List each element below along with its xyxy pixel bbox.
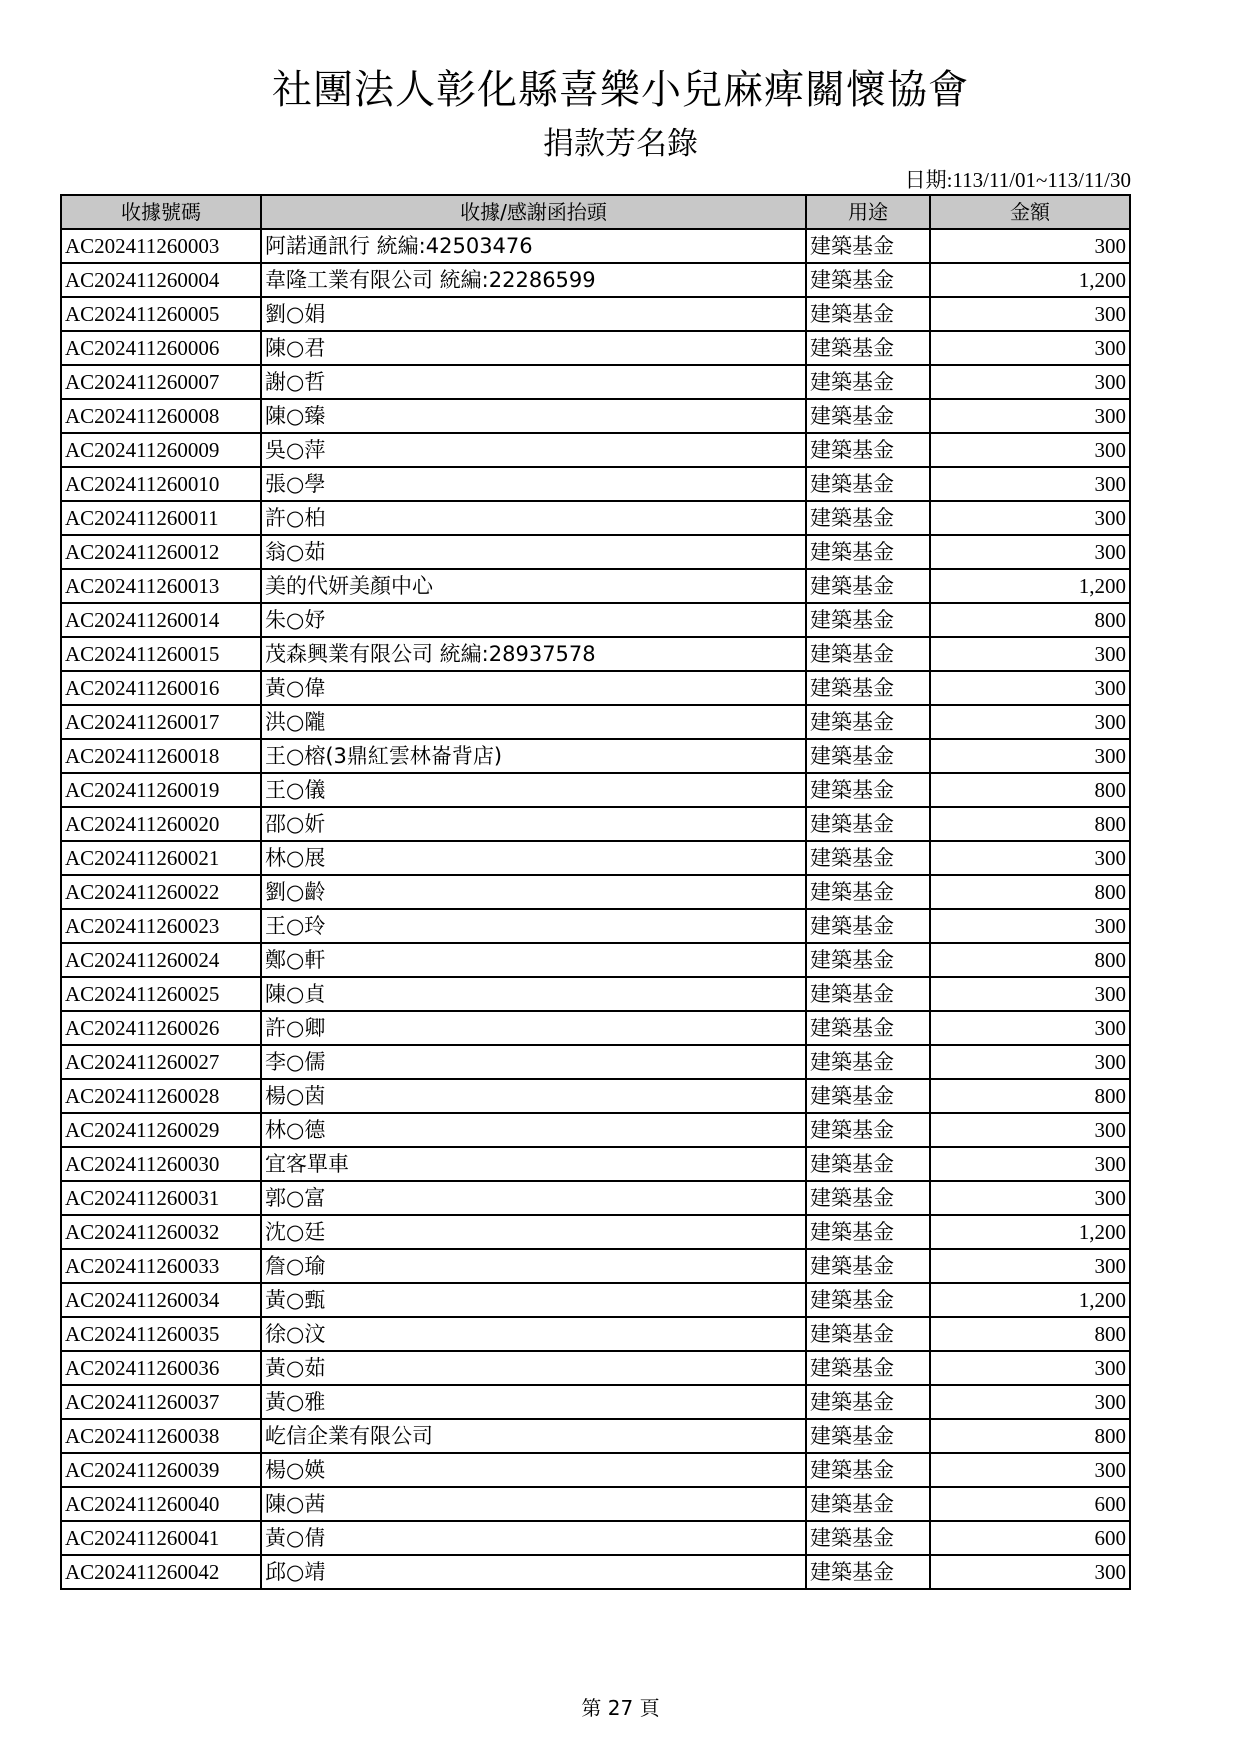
- table-row: [61, 1113, 1130, 1147]
- table-row: [61, 1487, 1130, 1521]
- purpose-cell: 建築基金: [806, 1283, 930, 1317]
- purpose-cell: 建築基金: [806, 1045, 930, 1079]
- receipt-title-cell: 沈○廷: [261, 1215, 806, 1249]
- receipt-number-cell: AC202411260035: [61, 1317, 261, 1351]
- document-title: 社團法人彰化縣喜樂小兒麻痺關懷協會: [272, 67, 969, 113]
- receipt-number-cell: AC202411260033: [61, 1249, 261, 1283]
- purpose-cell: 建築基金: [806, 875, 930, 909]
- receipt-number-cell: AC202411260025: [61, 977, 261, 1011]
- purpose-cell: 建築基金: [806, 569, 930, 603]
- receipt-number-cell: AC202411260004: [61, 263, 261, 297]
- purpose-cell: 建築基金: [806, 1317, 930, 1351]
- table-row: [61, 365, 1130, 399]
- table-row: [61, 297, 1130, 331]
- amount-cell: 300: [930, 297, 1130, 331]
- amount-cell: 800: [930, 943, 1130, 977]
- purpose-cell: 建築基金: [806, 1419, 930, 1453]
- amount-cell: 600: [930, 1521, 1130, 1555]
- receipt-number-cell: AC202411260006: [61, 331, 261, 365]
- receipt-number-cell: AC202411260003: [61, 229, 261, 263]
- amount-cell: 300: [930, 1113, 1130, 1147]
- table-row: [61, 1249, 1130, 1283]
- amount-cell: 300: [930, 535, 1130, 569]
- amount-cell: 800: [930, 773, 1130, 807]
- amount-cell: 300: [930, 365, 1130, 399]
- table-row: [61, 807, 1130, 841]
- receipt-number-cell: AC202411260013: [61, 569, 261, 603]
- purpose-cell: 建築基金: [806, 1453, 930, 1487]
- receipt-title-cell: 詹○瑜: [261, 1249, 806, 1283]
- receipt-number-cell: AC202411260021: [61, 841, 261, 875]
- table-row: [61, 1453, 1130, 1487]
- purpose-cell: 建築基金: [806, 1079, 930, 1113]
- purpose-cell: 建築基金: [806, 807, 930, 841]
- receipt-number-cell: AC202411260028: [61, 1079, 261, 1113]
- receipt-title-cell: 劉○娟: [261, 297, 806, 331]
- receipt-title-cell: 陳○君: [261, 331, 806, 365]
- receipt-title-cell: 邵○妡: [261, 807, 806, 841]
- receipt-number-cell: AC202411260027: [61, 1045, 261, 1079]
- amount-cell: 300: [930, 739, 1130, 773]
- purpose-cell: 建築基金: [806, 331, 930, 365]
- receipt-number-cell: AC202411260014: [61, 603, 261, 637]
- purpose-cell: 建築基金: [806, 1555, 930, 1589]
- receipt-title-cell: 徐○汶: [261, 1317, 806, 1351]
- purpose-cell: 建築基金: [806, 1351, 930, 1385]
- column-header-amount: 金額: [930, 195, 1130, 229]
- receipt-number-cell: AC202411260039: [61, 1453, 261, 1487]
- receipt-number-cell: AC202411260012: [61, 535, 261, 569]
- receipt-title-cell: 林○展: [261, 841, 806, 875]
- amount-cell: 300: [930, 1045, 1130, 1079]
- amount-cell: 300: [930, 1555, 1130, 1589]
- purpose-cell: 建築基金: [806, 297, 930, 331]
- receipt-number-cell: AC202411260038: [61, 1419, 261, 1453]
- table-row: [61, 263, 1130, 297]
- amount-cell: 300: [930, 637, 1130, 671]
- receipt-title-cell: 許○柏: [261, 501, 806, 535]
- table-row: [61, 229, 1130, 263]
- amount-cell: 300: [930, 501, 1130, 535]
- amount-cell: 300: [930, 331, 1130, 365]
- purpose-cell: 建築基金: [806, 739, 930, 773]
- purpose-cell: 建築基金: [806, 671, 930, 705]
- receipt-title-cell: 劉○齡: [261, 875, 806, 909]
- table-row: [61, 671, 1130, 705]
- table-row: [61, 841, 1130, 875]
- receipt-number-cell: AC202411260009: [61, 433, 261, 467]
- amount-cell: 300: [930, 909, 1130, 943]
- purpose-cell: 建築基金: [806, 943, 930, 977]
- receipt-number-cell: AC202411260005: [61, 297, 261, 331]
- purpose-cell: 建築基金: [806, 1113, 930, 1147]
- receipt-number-cell: AC202411260031: [61, 1181, 261, 1215]
- donation-table: [60, 194, 1131, 1590]
- date-range: 日期:113/11/01~113/11/30: [904, 168, 1131, 192]
- receipt-title-cell: 鄭○軒: [261, 943, 806, 977]
- receipt-number-cell: AC202411260016: [61, 671, 261, 705]
- table-row: [61, 909, 1130, 943]
- receipt-title-cell: 阿諾通訊行 統編:42503476: [261, 229, 806, 263]
- receipt-number-cell: AC202411260032: [61, 1215, 261, 1249]
- table-row: [61, 773, 1130, 807]
- amount-cell: 800: [930, 807, 1130, 841]
- table-row: [61, 501, 1130, 535]
- table-row: [61, 1147, 1130, 1181]
- amount-cell: 300: [930, 841, 1130, 875]
- receipt-number-cell: AC202411260024: [61, 943, 261, 977]
- purpose-cell: 建築基金: [806, 1385, 930, 1419]
- table-row: [61, 1317, 1130, 1351]
- receipt-title-cell: 李○儒: [261, 1045, 806, 1079]
- table-row: [61, 399, 1130, 433]
- purpose-cell: 建築基金: [806, 603, 930, 637]
- receipt-title-cell: 王○榕(3鼎紅雲林崙背店): [261, 739, 806, 773]
- receipt-title-cell: 黃○倩: [261, 1521, 806, 1555]
- receipt-number-cell: AC202411260015: [61, 637, 261, 671]
- column-header-purpose: 用途: [806, 195, 930, 229]
- receipt-number-cell: AC202411260008: [61, 399, 261, 433]
- column-header-receipt-no: 收據號碼: [61, 195, 261, 229]
- receipt-title-cell: 陳○臻: [261, 399, 806, 433]
- receipt-number-cell: AC202411260017: [61, 705, 261, 739]
- table-row: [61, 1419, 1130, 1453]
- purpose-cell: 建築基金: [806, 467, 930, 501]
- receipt-title-cell: 林○德: [261, 1113, 806, 1147]
- receipt-title-cell: 楊○茵: [261, 1079, 806, 1113]
- receipt-number-cell: AC202411260037: [61, 1385, 261, 1419]
- receipt-title-cell: 郭○富: [261, 1181, 806, 1215]
- table-row: [61, 1045, 1130, 1079]
- receipt-number-cell: AC202411260010: [61, 467, 261, 501]
- receipt-title-cell: 屹信企業有限公司: [261, 1419, 806, 1453]
- receipt-number-cell: AC202411260022: [61, 875, 261, 909]
- receipt-number-cell: AC202411260036: [61, 1351, 261, 1385]
- table-row: [61, 467, 1130, 501]
- receipt-number-cell: AC202411260011: [61, 501, 261, 535]
- document-subtitle: 捐款芳名錄: [543, 126, 698, 162]
- receipt-title-cell: 吳○萍: [261, 433, 806, 467]
- table-row: [61, 977, 1130, 1011]
- receipt-title-cell: 陳○貞: [261, 977, 806, 1011]
- amount-cell: 300: [930, 1453, 1130, 1487]
- purpose-cell: 建築基金: [806, 535, 930, 569]
- table-row: [61, 1351, 1130, 1385]
- amount-cell: 1,200: [930, 1215, 1130, 1249]
- receipt-title-cell: 王○玲: [261, 909, 806, 943]
- amount-cell: 300: [930, 229, 1130, 263]
- purpose-cell: 建築基金: [806, 1215, 930, 1249]
- amount-cell: 300: [930, 467, 1130, 501]
- receipt-title-cell: 張○學: [261, 467, 806, 501]
- amount-cell: 1,200: [930, 569, 1130, 603]
- table-row: [61, 943, 1130, 977]
- receipt-number-cell: AC202411260018: [61, 739, 261, 773]
- purpose-cell: 建築基金: [806, 1521, 930, 1555]
- table-row: [61, 1283, 1130, 1317]
- amount-cell: 800: [930, 1317, 1130, 1351]
- purpose-cell: 建築基金: [806, 399, 930, 433]
- table-body: [61, 229, 1130, 1589]
- receipt-title-cell: 許○卿: [261, 1011, 806, 1045]
- receipt-title-cell: 楊○媖: [261, 1453, 806, 1487]
- amount-cell: 300: [930, 1181, 1130, 1215]
- page-number: 第 27 頁: [581, 1696, 660, 1720]
- receipt-title-cell: 陳○茜: [261, 1487, 806, 1521]
- table-row: [61, 535, 1130, 569]
- purpose-cell: 建築基金: [806, 433, 930, 467]
- table-row: [61, 433, 1130, 467]
- table-row: [61, 705, 1130, 739]
- receipt-title-cell: 邱○靖: [261, 1555, 806, 1589]
- receipt-number-cell: AC202411260029: [61, 1113, 261, 1147]
- table-row: [61, 569, 1130, 603]
- purpose-cell: 建築基金: [806, 977, 930, 1011]
- receipt-number-cell: AC202411260041: [61, 1521, 261, 1555]
- table-row: [61, 1521, 1130, 1555]
- amount-cell: 300: [930, 671, 1130, 705]
- receipt-title-cell: 洪○隴: [261, 705, 806, 739]
- receipt-number-cell: AC202411260030: [61, 1147, 261, 1181]
- amount-cell: 300: [930, 1249, 1130, 1283]
- amount-cell: 300: [930, 1385, 1130, 1419]
- receipt-title-cell: 美的代妍美顏中心: [261, 569, 806, 603]
- amount-cell: 800: [930, 603, 1130, 637]
- purpose-cell: 建築基金: [806, 909, 930, 943]
- table-row: [61, 1011, 1130, 1045]
- table-row: [61, 1079, 1130, 1113]
- receipt-title-cell: 韋隆工業有限公司 統編:22286599: [261, 263, 806, 297]
- purpose-cell: 建築基金: [806, 501, 930, 535]
- receipt-title-cell: 朱○妤: [261, 603, 806, 637]
- amount-cell: 300: [930, 1011, 1130, 1045]
- purpose-cell: 建築基金: [806, 637, 930, 671]
- receipt-number-cell: AC202411260042: [61, 1555, 261, 1589]
- receipt-title-cell: 黃○甄: [261, 1283, 806, 1317]
- amount-cell: 300: [930, 433, 1130, 467]
- receipt-number-cell: AC202411260020: [61, 807, 261, 841]
- receipt-title-cell: 謝○哲: [261, 365, 806, 399]
- purpose-cell: 建築基金: [806, 1249, 930, 1283]
- receipt-title-cell: 茂森興業有限公司 統編:28937578: [261, 637, 806, 671]
- amount-cell: 300: [930, 705, 1130, 739]
- receipt-number-cell: AC202411260026: [61, 1011, 261, 1045]
- purpose-cell: 建築基金: [806, 1487, 930, 1521]
- receipt-number-cell: AC202411260023: [61, 909, 261, 943]
- amount-cell: 300: [930, 1351, 1130, 1385]
- receipt-number-cell: AC202411260019: [61, 773, 261, 807]
- table-row: [61, 1555, 1130, 1589]
- purpose-cell: 建築基金: [806, 263, 930, 297]
- purpose-cell: 建築基金: [806, 1147, 930, 1181]
- receipt-title-cell: 翁○茹: [261, 535, 806, 569]
- purpose-cell: 建築基金: [806, 773, 930, 807]
- column-header-receipt-title: 收據/感謝函抬頭: [261, 195, 806, 229]
- receipt-title-cell: 黃○偉: [261, 671, 806, 705]
- amount-cell: 300: [930, 977, 1130, 1011]
- receipt-number-cell: AC202411260040: [61, 1487, 261, 1521]
- receipt-number-cell: AC202411260034: [61, 1283, 261, 1317]
- table-row: [61, 603, 1130, 637]
- receipt-title-cell: 黃○雅: [261, 1385, 806, 1419]
- amount-cell: 300: [930, 399, 1130, 433]
- receipt-title-cell: 王○儀: [261, 773, 806, 807]
- amount-cell: 1,200: [930, 1283, 1130, 1317]
- table-row: [61, 1215, 1130, 1249]
- table-row: [61, 331, 1130, 365]
- receipt-number-cell: AC202411260007: [61, 365, 261, 399]
- table-row: [61, 875, 1130, 909]
- table-row: [61, 637, 1130, 671]
- amount-cell: 800: [930, 1079, 1130, 1113]
- purpose-cell: 建築基金: [806, 1181, 930, 1215]
- receipt-title-cell: 黃○茹: [261, 1351, 806, 1385]
- table-row: [61, 739, 1130, 773]
- table-row: [61, 1385, 1130, 1419]
- amount-cell: 300: [930, 1147, 1130, 1181]
- receipt-title-cell: 宜客單車: [261, 1147, 806, 1181]
- table-header-row: [61, 195, 1130, 229]
- amount-cell: 800: [930, 875, 1130, 909]
- amount-cell: 600: [930, 1487, 1130, 1521]
- purpose-cell: 建築基金: [806, 365, 930, 399]
- table-row: [61, 1181, 1130, 1215]
- purpose-cell: 建築基金: [806, 1011, 930, 1045]
- purpose-cell: 建築基金: [806, 705, 930, 739]
- purpose-cell: 建築基金: [806, 841, 930, 875]
- purpose-cell: 建築基金: [806, 229, 930, 263]
- amount-cell: 1,200: [930, 263, 1130, 297]
- amount-cell: 800: [930, 1419, 1130, 1453]
